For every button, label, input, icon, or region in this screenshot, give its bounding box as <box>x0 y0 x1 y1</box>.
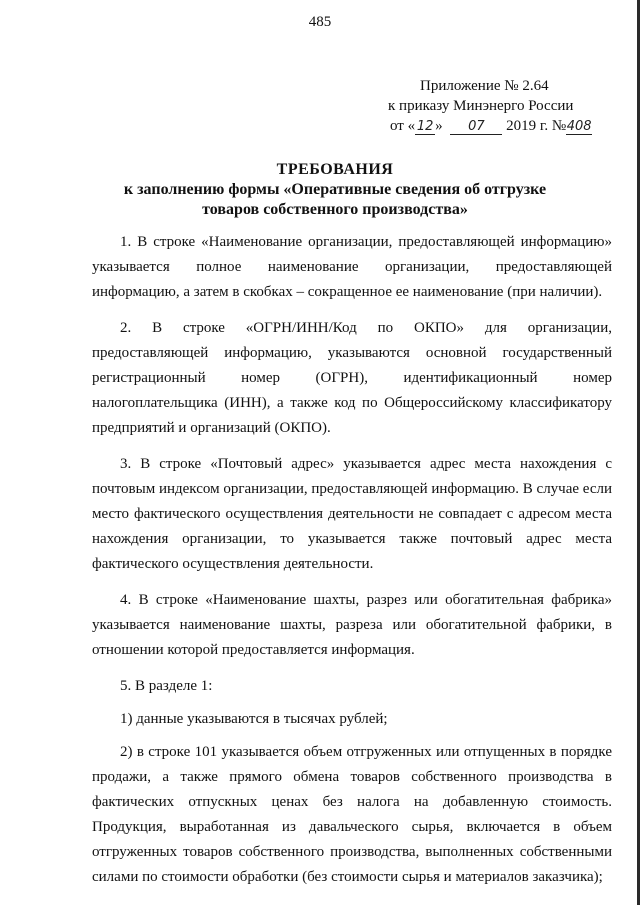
paragraph-5: 5. В разделе 1: <box>120 678 213 694</box>
order-number: 408 <box>566 119 592 134</box>
appendix-line-2: к приказу Минэнерго России <box>388 98 574 114</box>
title-subheading: к заполнению формы «Оперативные сведения об отгрузке товаров собственного производства» <box>123 181 547 218</box>
document-body <box>92 230 612 901</box>
paragraph-2: 2. В строке «ОГРН/ИНН/Код по ОКПО» для организации, предоставляющей информацию, указываются основной государственный регистрационный номер (ОГРН), идентификационный номер налогоплательщика (ИНН), а также код по Общероссийскому классификатору предприятий и организаций (ОКПО). <box>92 320 612 436</box>
date-mid: » <box>435 118 443 134</box>
appendix-block <box>388 76 628 136</box>
paragraph-3: 3. В строке «Почтовый адрес» указывается адрес места нахождения с почтовым индексом организации, предоставляющей информацию. В случае если место фактического осуществления деятельности не совпадает с адресом места нахождения организации, то указывается также почтовый адрес места фактического осуществления деятельности. <box>92 456 612 572</box>
paragraph-5-item-2: 2) в строке 101 указывается объем отгруженных или отпущенных в порядке продажи, а также прямого обмена товаров собственного производства в фактических отпускных ценах без налога на добавленную стоимость. Продукция, выработанная из давальческого сырья, включается в объем отгруженных товаров собственного производства, выполненных собственными силами по стоимости обработки (без стоимости сырья и материалов заказчика); <box>92 744 612 885</box>
title-heading: ТРЕБОВАНИЯ <box>276 161 394 178</box>
document-title <box>100 160 570 220</box>
appendix-date-line <box>388 116 628 136</box>
date-day: 12 <box>416 119 434 134</box>
paragraph-1: 1. В строке «Наименование организации, предоставляющей информацию» указывается полное наименование организации, предоставляющей информацию, а затем в скобках – сокращенное ее наименование (при наличии). <box>92 234 612 300</box>
page-number: 485 <box>308 14 332 30</box>
date-prefix: от « <box>390 118 416 134</box>
paragraph-5-item-1: 1) данные указываются в тысячах рублей; <box>120 711 388 727</box>
paragraph-4: 4. В строке «Наименование шахты, разрез или обогатительная фабрика» указывается наименование шахты, разреза или обогатительной фабрики, в отношении которой предоставляется информация. <box>92 592 612 658</box>
date-month: 07 <box>450 119 502 135</box>
date-year: 2019 г. № <box>506 118 567 134</box>
appendix-line-1: Приложение № 2.64 <box>420 78 549 94</box>
